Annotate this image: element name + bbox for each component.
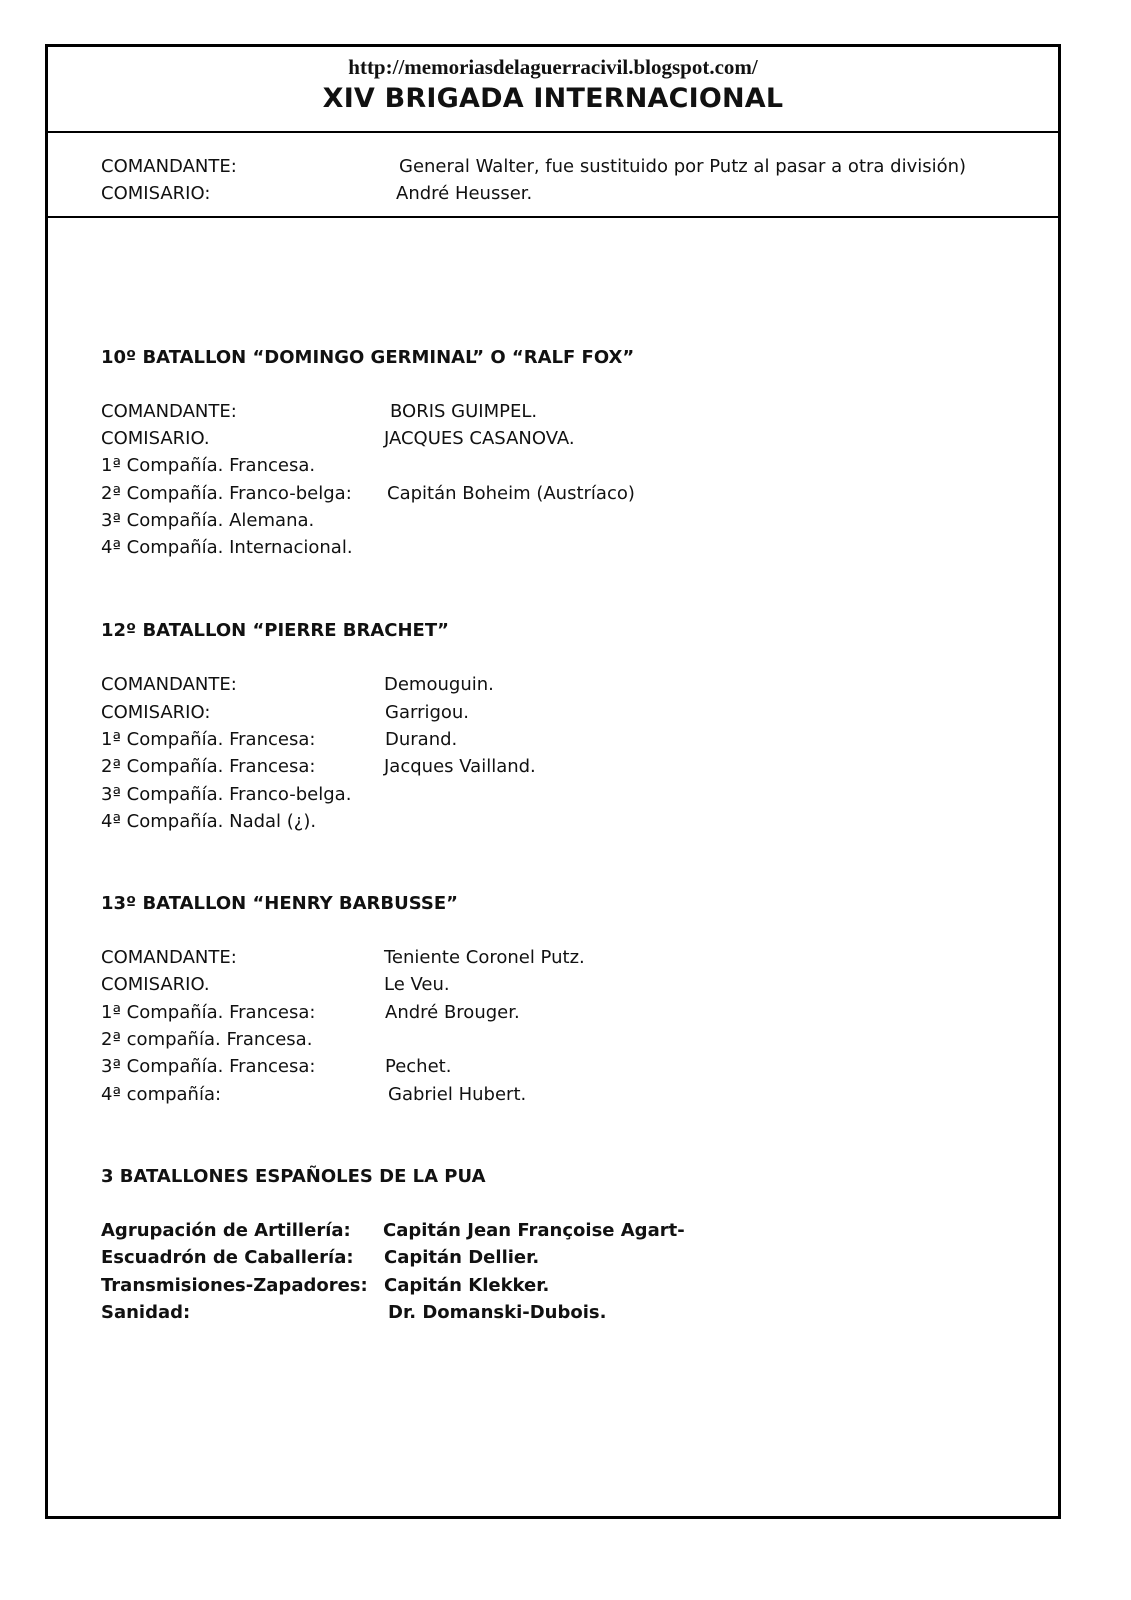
row-value: Jacques Vailland. <box>384 756 536 777</box>
brigade-divider <box>48 216 1058 218</box>
row-value: Capitán Boheim (Austríaco) <box>387 483 635 504</box>
row-label: 3ª Compañía. Franco-belga. <box>101 784 352 805</box>
row-label: Escuadrón de Caballería: <box>101 1247 354 1268</box>
row-value: André Brouger. <box>385 1002 520 1023</box>
row-label: COMISARIO: <box>101 702 211 723</box>
header-divider <box>48 131 1058 133</box>
row-label: Agrupación de Artillería: <box>101 1220 351 1241</box>
brigade-commissar-value: André Heusser. <box>396 183 533 204</box>
row-value: Teniente Coronel Putz. <box>384 947 585 968</box>
row-value: Durand. <box>385 729 458 750</box>
row-label: 2ª Compañía. Franco-belga: <box>101 483 352 504</box>
row-value: Capitán Klekker. <box>384 1275 550 1296</box>
section-title: 10º BATALLON “DOMINGO GERMINAL” O “RALF FOX” <box>101 347 635 368</box>
row-value: Le Veu. <box>384 974 450 995</box>
brigade-commander-label: COMANDANTE: <box>101 156 237 177</box>
row-value: Pechet. <box>385 1056 452 1077</box>
section-title: 13º BATALLON “HENRY BARBUSSE” <box>101 893 458 914</box>
brigade-commissar-label: COMISARIO: <box>101 183 211 204</box>
row-value: Capitán Jean Françoise Agart- <box>383 1220 685 1241</box>
row-label: 1ª Compañía. Francesa: <box>101 729 316 750</box>
row-label: 3ª Compañía. Francesa: <box>101 1056 316 1077</box>
brigade-commander-value: General Walter, fue sustituido por Putz al pasar a otra división) <box>399 156 967 177</box>
row-label: 4ª Compañía. Internacional. <box>101 537 353 558</box>
document-frame <box>45 44 1061 1519</box>
row-label: COMANDANTE: <box>101 947 237 968</box>
row-value: Demouguin. <box>384 674 494 695</box>
section-title: 12º BATALLON “PIERRE BRACHET” <box>101 620 449 641</box>
row-value: Garrigou. <box>385 702 470 723</box>
row-label: 2ª Compañía. Francesa: <box>101 756 316 777</box>
row-label: 2ª compañía. Francesa. <box>101 1029 313 1050</box>
row-label: Transmisiones-Zapadores: <box>101 1275 368 1296</box>
row-label: 1ª Compañía. Francesa: <box>101 1002 316 1023</box>
row-label: COMISARIO. <box>101 974 210 995</box>
section-title: 3 BATALLONES ESPAÑOLES DE LA PUA <box>101 1166 486 1187</box>
row-value: Gabriel Hubert. <box>388 1084 527 1105</box>
row-value: Capitán Dellier. <box>384 1247 540 1268</box>
row-label: 4ª compañía: <box>101 1084 222 1105</box>
row-label: 3ª Compañía. Alemana. <box>101 510 315 531</box>
row-label: COMISARIO. <box>101 428 210 449</box>
row-label: COMANDANTE: <box>101 401 237 422</box>
row-value: JACQUES CASANOVA. <box>384 428 575 449</box>
row-label: COMANDANTE: <box>101 674 237 695</box>
row-value: BORIS GUIMPEL. <box>390 401 538 422</box>
row-label: 4ª Compañía. Nadal (¿). <box>101 811 317 832</box>
row-label: Sanidad: <box>101 1302 191 1323</box>
row-value: Dr. Domanski-Dubois. <box>388 1302 607 1323</box>
source-url: http://memoriasdelaguerracivil.blogspot.com/ <box>348 55 758 79</box>
row-label: 1ª Compañía. Francesa. <box>101 455 316 476</box>
page-title: XIV BRIGADA INTERNACIONAL <box>322 83 784 114</box>
